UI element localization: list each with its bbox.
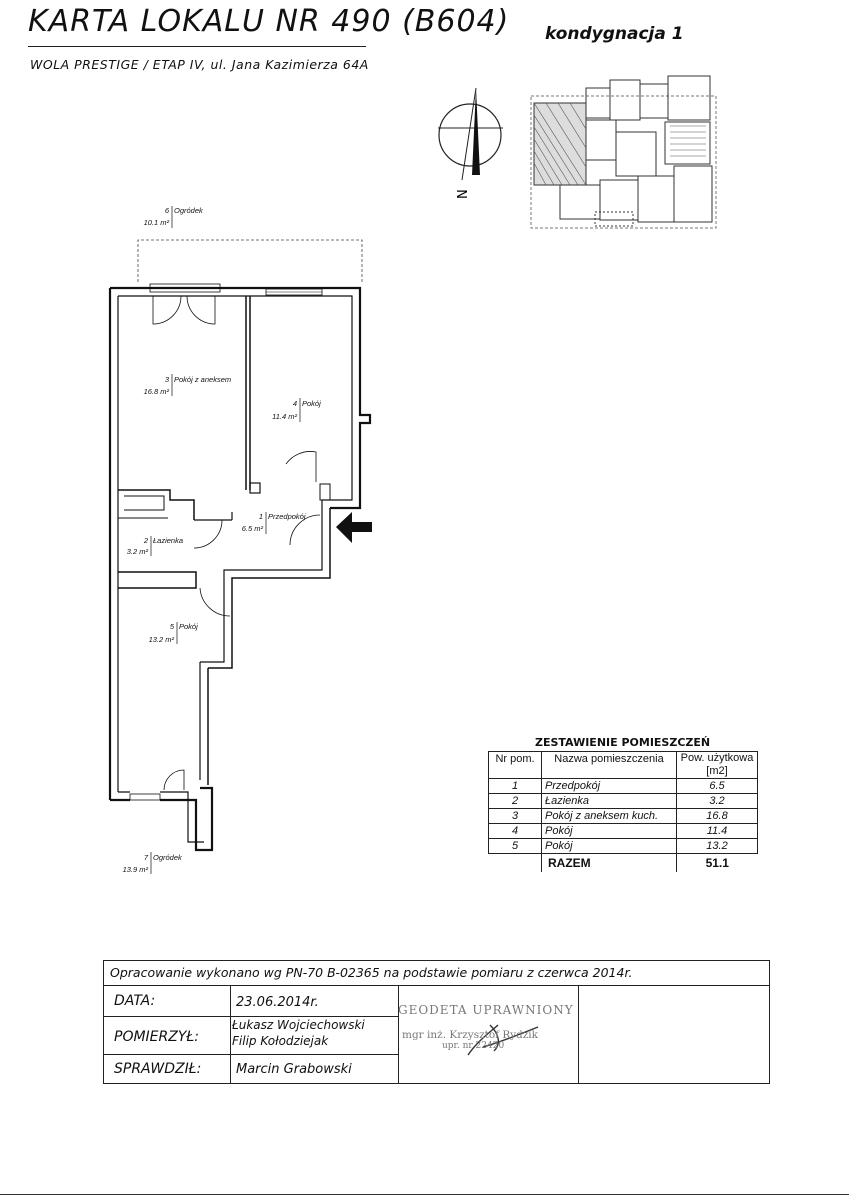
bottom-rule [0,1194,849,1195]
date-label: DATA: [114,993,156,1009]
checked-label: SPRAWDZIŁ: [114,1061,202,1077]
svg-text:Przedpokój: Przedpokój [268,512,306,521]
svg-text:Łazienka: Łazienka [153,536,184,545]
footer-note: Opracowanie wykonano wg PN-70 B-02365 na podstawie pomiaru z czerwca 2014r. [110,965,633,980]
svg-text:3: 3 [164,375,169,384]
svg-text:Ogródek: Ogródek [174,206,203,215]
svg-text:5: 5 [169,622,174,631]
table-total-row [489,854,758,873]
checked-value: Marcin Grabowski [236,1062,352,1077]
svg-text:16.8 m²: 16.8 m² [143,387,169,396]
rooms-table-title: ZESTAWIENIE POMIESZCZEŃ [535,736,711,749]
svg-text:11.4 m²: 11.4 m² [272,412,297,421]
north-label: N [456,189,471,199]
floor-label: kondygnacja 1 [545,24,684,44]
key-plan [531,76,716,228]
room-label-1 [242,512,306,534]
svg-text:1: 1 [258,512,263,521]
surveyor-stamp [398,1003,574,1051]
svg-text:13.2 m²: 13.2 m² [148,635,174,644]
col-header-area: Pow. użytkowa [m2] [677,752,758,779]
col-header-nr: Nr pom. [489,752,542,779]
svg-text:Ogródek: Ogródek [153,853,182,862]
table-row: 2 Łazienka 3.2 [489,794,758,809]
svg-text:Pokój z aneksem: Pokój z aneksem [174,375,232,384]
stamp-line-1: GEODETA UPRAWNIONY [398,1003,574,1017]
room-label-6 [144,206,204,228]
svg-text:6.5 m²: 6.5 m² [241,524,263,533]
table-row: 4 Pokój 11.4 [489,824,758,839]
table-row: 3 Pokój z aneksem kuch. 16.8 [489,809,758,824]
room-labels [123,206,322,874]
surveyed-name-2: Filip Kołodziejak [232,1034,329,1048]
total-label: RAZEM [542,854,677,873]
room-label-3 [144,374,232,396]
surveyed-name-1: Łukasz Wojciechowski [232,1018,365,1032]
room-label-4 [272,398,321,422]
room-label-5 [149,622,199,644]
garden-6-outline [138,240,362,282]
total-value: 51.1 [677,854,758,873]
north-arrow-icon [438,88,503,199]
rooms-table [488,751,758,872]
surveyed-label: POMIERZYŁ: [114,1029,199,1045]
svg-text:7: 7 [143,853,148,862]
apartment-walls [110,288,370,850]
stamp-line-3: upr. nr 22420 [442,1041,505,1051]
table-row: 5 Pokój 13.2 [489,839,758,854]
room-label-7 [123,852,183,874]
entrance-arrow-icon [336,512,372,543]
address-line: WOLA PRESTIGE / ETAP IV, ul. Jana Kazimierza 64A [30,57,369,72]
svg-text:6: 6 [164,206,169,215]
svg-text:Pokój: Pokój [302,399,321,408]
svg-text:2: 2 [143,536,148,545]
stamp-line-2: mgr inż. Krzysztof Rydzik [402,1029,539,1041]
svg-text:10.1 m²: 10.1 m² [143,218,169,227]
svg-text:13.9 m²: 13.9 m² [122,865,148,874]
room-label-2 [127,536,183,556]
svg-text:Pokój: Pokój [179,622,198,631]
col-header-name: Nazwa pomieszczenia [542,752,677,779]
document-title: KARTA LOKALU NR 490 (B604) [28,4,510,39]
svg-text:4: 4 [292,399,297,408]
table-row: 1 Przedpokój 6.5 [489,779,758,794]
date-value: 23.06.2014r. [236,995,319,1010]
svg-text:3.2 m²: 3.2 m² [126,547,148,556]
